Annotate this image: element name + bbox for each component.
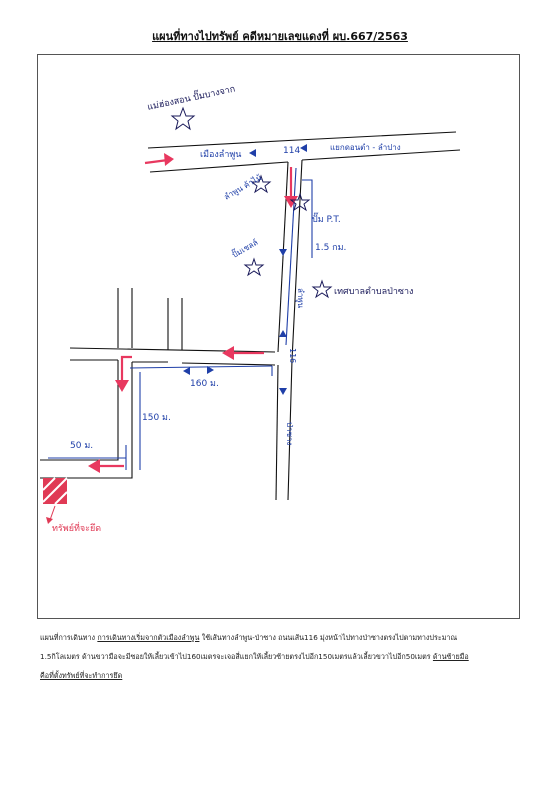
star-icon xyxy=(313,281,331,297)
label-road-right: แยกดอนตำ - ลำปาง xyxy=(330,143,401,152)
label-target: ทรัพย์ที่จะยึด xyxy=(52,524,102,534)
label-distance-1: 1.5 กม. xyxy=(315,243,347,253)
label-top-star: แม่ฮ่องสอน ปั๊มบางจาก xyxy=(146,84,237,113)
label-star-lamphun: ลำพูน ค้าไม้ xyxy=(222,173,264,202)
label-vertical-lower: ป่าซาง xyxy=(285,422,294,446)
target-property-marker xyxy=(43,478,67,524)
route-description xyxy=(40,628,518,685)
label-distance-3: 150 ม. xyxy=(142,413,171,423)
label-pump-pt: ปั๊ม P.T. xyxy=(312,215,341,225)
label-road-left: เมืองลำพูน xyxy=(200,150,242,160)
desc-rest3: คือที่ตั้งทรัพย์ที่จะทำการยึด xyxy=(40,671,123,680)
desc-underlined: การเดินทางเริ่มจากตัวเมืองลำพูน xyxy=(97,633,200,642)
route-lines xyxy=(48,168,312,470)
label-vertical-upper: ลำพูน xyxy=(296,288,305,309)
desc-lead: แผนที่การเดินทาง xyxy=(40,633,98,642)
direction-arrows xyxy=(88,153,298,473)
label-road-116: 116 xyxy=(288,348,297,364)
label-star-right: เทศบาลตำบลป่าซาง xyxy=(334,287,414,297)
label-road-114: 114 xyxy=(283,146,301,156)
desc-rest2: 1.5กิโลเมตร ด้านขวามือจะมีซอยให้เลี้ยวเข้าไป160เมตรจะเจอสี่แยกให้เลี้ยวซ้ายตรงไปอีก150เมตรแล้วเลี้ยวขวาไปอีก50เมตร xyxy=(40,652,433,661)
label-star-left-mid: ปั๊มเชลล์ xyxy=(230,237,260,260)
desc-underlined2: ด้านซ้ายมือ xyxy=(432,652,469,661)
desc-rest1: ใช้เส้นทางลำพูน-ป่าซาง ถนนเส้น116 มุ่งหน้าไปทางป่าซางตรงไปตามทางประมาณ xyxy=(199,633,458,642)
label-distance-4: 50 ม. xyxy=(70,441,94,451)
star-icon xyxy=(172,108,194,129)
label-distance-2: 160 ม. xyxy=(190,379,219,389)
landmark-stars xyxy=(172,108,331,297)
star-icon xyxy=(245,259,263,275)
page-title: แผนที่ทางไปทรัพย์ คดีหมายเลขแดงที่ ผบ.667/2563 xyxy=(152,30,408,43)
